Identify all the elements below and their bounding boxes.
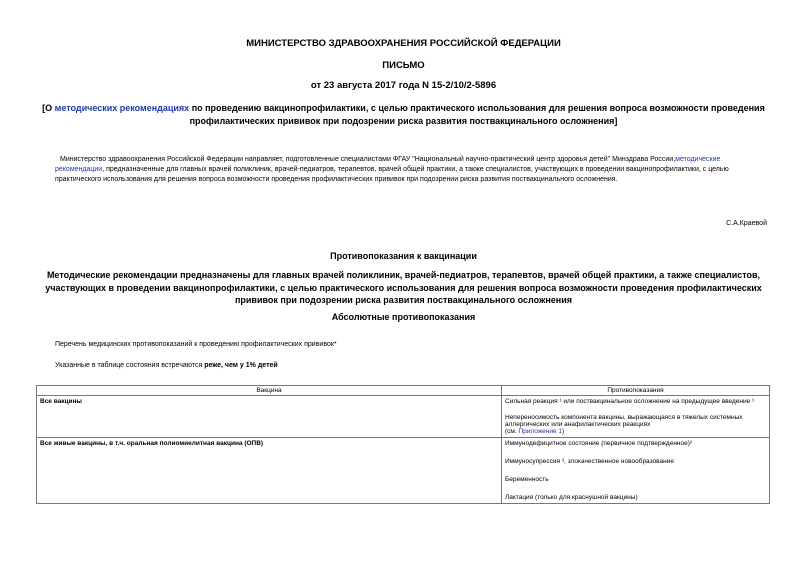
list-intro: Перечень медицинских противопоказаний к проведению профилактических прививок* xyxy=(55,341,337,348)
column-header-contraindications: Противопоказания xyxy=(502,386,770,396)
contraindications-cell xyxy=(502,438,770,504)
table-row xyxy=(37,438,770,504)
description xyxy=(0,269,807,307)
appendix-close: ) xyxy=(562,428,565,435)
intro-recommendations-link[interactable]: методические рекомендации xyxy=(55,156,721,173)
intro-text-2: , предназначенные для главных врачей поликлиник, врачей-педиатров, терапевтов, врачей общей практики, а также специалистов, участвующих в проведении вакцинопрофилактики, с целью практического использования для решения вопроса возможности проведения профилактических прививок при подозрении риска развития поствакцинального осложнения. xyxy=(55,166,729,183)
subsection-title: Абсолютные противопоказания xyxy=(331,312,476,322)
intro-paragraph xyxy=(55,155,767,185)
document-date: от 23 августа 2017 года N 15-2/10/2-5896 xyxy=(310,80,497,91)
document-subject xyxy=(0,102,807,127)
description-line3: прививок при подозрении риска развития поствакцинального осложнения xyxy=(234,295,573,305)
column-header-vaccine: Вакцина xyxy=(37,386,502,396)
intro-text-1: Министерство здравоохранения Российской Федерации направляет, подготовленные специалистами ФГАУ "Национальный научно-практический центр здоровья детей" Минздрава России, xyxy=(60,156,676,163)
methodical-recommendations-link[interactable]: методических рекомендациях xyxy=(54,103,190,113)
appendix-open: (см. xyxy=(505,428,519,435)
vaccine-cell: Все живые вакцины, в т.ч. оральная полиомиелитная вакцина (ОПВ) xyxy=(37,438,502,504)
description-line1: Методические рекомендации предназначены для главных врачей поликлиник, врачей-педиатров, терапевтов, врачей общей практики, а также специалистов, xyxy=(46,270,761,280)
table-row xyxy=(37,396,770,438)
vaccine-cell: Все вакцины xyxy=(37,396,502,438)
contraindication-item: Беременность xyxy=(505,476,549,483)
frequency-note xyxy=(55,361,278,371)
contraindication-item: Лактация (только для краснушной вакцины) xyxy=(505,494,638,501)
contraindications-cell xyxy=(502,396,770,438)
section-title: Противопоказания к вакцинации xyxy=(330,251,477,261)
subject-line2: профилактических прививок при подозрении риска развития поствакцинального осложнения] xyxy=(189,115,618,126)
contraindication-appendix xyxy=(505,428,766,435)
contraindication-item: Сильная реакция ¹ или поствакцинальное осложнение на предыдущее введение ¹ xyxy=(505,398,755,405)
contraindication-item: Иммунодефицитное состояние (первичное подтвержденное)² xyxy=(505,440,693,447)
subject-open-bracket: [О xyxy=(42,103,55,113)
frequency-note-prefix: Указанные в таблице состояния встречаются xyxy=(55,362,205,369)
description-line2: участвующих в проведении вакцинопрофилактики, с целью практического использования для решения вопроса возможности проведения профилактических xyxy=(45,282,762,293)
appendix-1-link[interactable]: Приложение 1 xyxy=(518,428,563,435)
contraindications-table xyxy=(36,385,770,504)
subject-line1-rest: по проведению вакцинопрофилактики, с целью практического использования для решения вопроса возможности проведения xyxy=(189,103,765,113)
signature: С.А.Краевой xyxy=(726,220,767,227)
contraindication-item: Иммуносупрессия ³, злокачественное новообразование xyxy=(505,458,674,465)
table-header-row xyxy=(37,386,770,396)
ministry-heading: МИНИСТЕРСТВО ЗДРАВООХРАНЕНИЯ РОССИЙСКОЙ ФЕДЕРАЦИИ xyxy=(246,38,561,49)
contraindication-item: Непереносимость компонента вакцины, выражающаяся в тяжелых системных аллергических или анафилактических реакциях xyxy=(505,414,743,428)
document-type: ПИСЬМО xyxy=(382,60,425,71)
frequency-note-emphasis: реже, чем у 1% детей xyxy=(204,362,278,369)
